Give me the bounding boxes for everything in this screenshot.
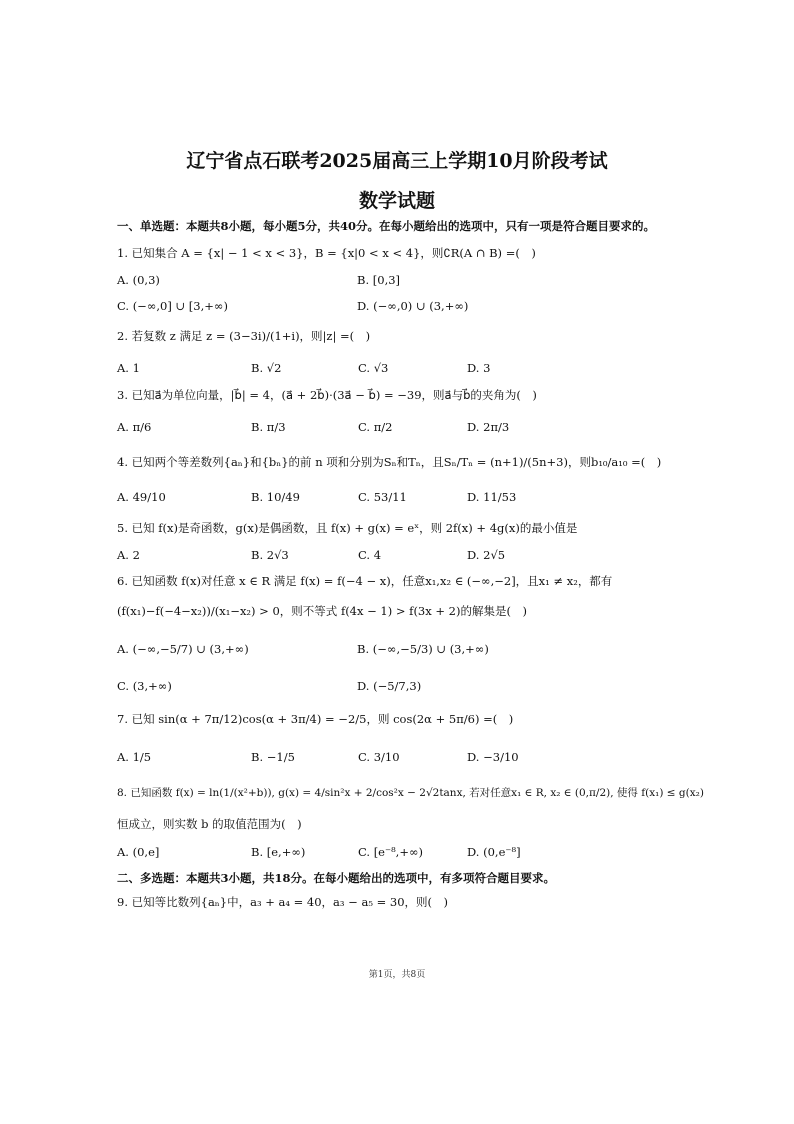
q4-option-d: D. 11/53 bbox=[467, 490, 517, 504]
q7-option-d: D. −3/10 bbox=[467, 750, 519, 764]
question-6-stem-line-1: 6. 已知函数 f(x)对任意 x ∈ R 满足 f(x) = f(−4 − x)，任意x₁,x₂ ∈ (−∞,−2]，且x₁ ≠ x₂，都有 bbox=[117, 574, 613, 588]
q7-option-a: A. 1/5 bbox=[117, 750, 152, 764]
q1-option-b: B. [0,3] bbox=[357, 273, 401, 287]
q7-option-b: B. −1/5 bbox=[251, 750, 295, 764]
question-8-stem-line-2: 恒成立，则实数 b 的取值范围为( ) bbox=[117, 817, 302, 831]
q8-option-d: D. (0,e⁻⁸] bbox=[467, 845, 521, 859]
exam-subtitle: 数学试题 bbox=[358, 190, 435, 212]
q4-option-c: C. 53/11 bbox=[358, 490, 407, 504]
q3-option-c: C. π/2 bbox=[358, 420, 393, 434]
q2-option-c: C. √3 bbox=[358, 361, 389, 375]
question-7-options bbox=[117, 748, 677, 768]
q3-option-d: D. 2π/3 bbox=[467, 420, 510, 434]
question-5-options bbox=[117, 546, 677, 566]
q3-option-b: B. π/3 bbox=[251, 420, 286, 434]
q5-option-b: B. 2√3 bbox=[251, 548, 289, 562]
section-heading-single-choice: 一、单选题：本题共8小题，每小题5分，共40分。在每小题给出的选项中，只有一项是符合题目要求的。 bbox=[117, 219, 656, 233]
q1-option-c: C. (−∞,0] ∪ [3,+∞) bbox=[117, 299, 228, 313]
question-5-stem: 5. 已知 f(x)是奇函数，g(x)是偶函数，且 f(x) + g(x) = eˣ，则 2f(x) + 4g(x)的最小值是 bbox=[117, 521, 578, 535]
question-4-stem: 4. 已知两个等差数列{aₙ}和{bₙ}的前 n 项和分别为Sₙ和Tₙ，且Sₙ/Tₙ = (n+1)/(5n+3)，则b₁₀/a₁₀ =( ) bbox=[117, 455, 662, 469]
q6-option-d: D. (−5/7,3) bbox=[357, 679, 422, 693]
question-8-stem-line-1: 8. 已知函数 f(x) = ln(1/(x²+b)), g(x) = 4/sin²x + 2/cos²x − 2√2tanx, 若对任意x₁ ∈ R, x₂ ∈ (0,π/2), 使得 f(x₁) ≤ g(x₂) bbox=[117, 787, 704, 799]
q1-option-d: D. (−∞,0) ∪ (3,+∞) bbox=[357, 299, 469, 313]
q6-option-a: A. (−∞,−5/7) ∪ (3,+∞) bbox=[117, 642, 249, 656]
q3-option-a: A. π/6 bbox=[117, 420, 152, 434]
q4-option-b: B. 10/49 bbox=[251, 490, 300, 504]
exam-title: 辽宁省点石联考2025届高三上学期10月阶段考试 bbox=[186, 150, 608, 172]
question-1-stem: 1. 已知集合 A = {x| − 1 < x < 3}，B = {x|0 < x < 4}，则∁R(A ∩ B) =( ) bbox=[117, 246, 536, 260]
q1-option-a: A. (0,3) bbox=[117, 273, 160, 287]
question-8-options bbox=[117, 843, 677, 863]
q2-option-d: D. 3 bbox=[467, 361, 491, 375]
question-1-options-2 bbox=[117, 297, 677, 317]
question-3-options bbox=[117, 418, 677, 438]
q8-option-a: A. (0,e] bbox=[117, 845, 160, 859]
question-2-stem: 2. 若复数 z 满足 z = (3−3i)/(1+i)，则|z| =( ) bbox=[117, 329, 371, 343]
question-1-options bbox=[117, 271, 677, 291]
question-4-options bbox=[117, 488, 677, 508]
q4-option-a: A. 49/10 bbox=[117, 490, 166, 504]
q8-option-c: C. [e⁻⁸,+∞) bbox=[358, 845, 424, 859]
q6-option-c: C. (3,+∞) bbox=[117, 679, 172, 693]
q2-option-b: B. √2 bbox=[251, 361, 282, 375]
question-3-stem: 3. 已知a⃗为单位向量，|b⃗| = 4，(a⃗ + 2b⃗)·(3a⃗ − b⃗) = −39，则a⃗与b⃗的夹角为( ) bbox=[117, 388, 537, 402]
q7-option-c: C. 3/10 bbox=[358, 750, 400, 764]
question-7-stem: 7. 已知 sin(α + 7π/12)cos(α + 3π/4) = −2/5，则 cos(2α + 5π/6) =( ) bbox=[117, 712, 514, 726]
question-2-options bbox=[117, 359, 677, 379]
q5-option-c: C. 4 bbox=[358, 548, 382, 562]
q6-option-b: B. (−∞,−5/3) ∪ (3,+∞) bbox=[357, 642, 489, 656]
q5-option-d: D. 2√5 bbox=[467, 548, 506, 562]
q8-option-b: B. [e,+∞) bbox=[251, 845, 306, 859]
q2-option-a: A. 1 bbox=[117, 361, 140, 375]
q5-option-a: A. 2 bbox=[117, 548, 140, 562]
page-footer: 第1页，共8页 bbox=[368, 970, 426, 980]
question-6-stem-line-2: (f(x₁)−f(−4−x₂))/(x₁−x₂) > 0，则不等式 f(4x − 1) > f(3x + 2)的解集是( ) bbox=[117, 604, 527, 618]
section-heading-multiple-choice: 二、多选题：本题共3小题，共18分。在每小题给出的选项中，有多项符合题目要求。 bbox=[117, 871, 556, 885]
question-6-options-2 bbox=[117, 677, 677, 697]
question-9-stem: 9. 已知等比数列{aₙ}中，a₃ + a₄ = 40，a₃ − a₅ = 30，则( ) bbox=[117, 895, 448, 909]
question-6-options bbox=[117, 640, 677, 660]
